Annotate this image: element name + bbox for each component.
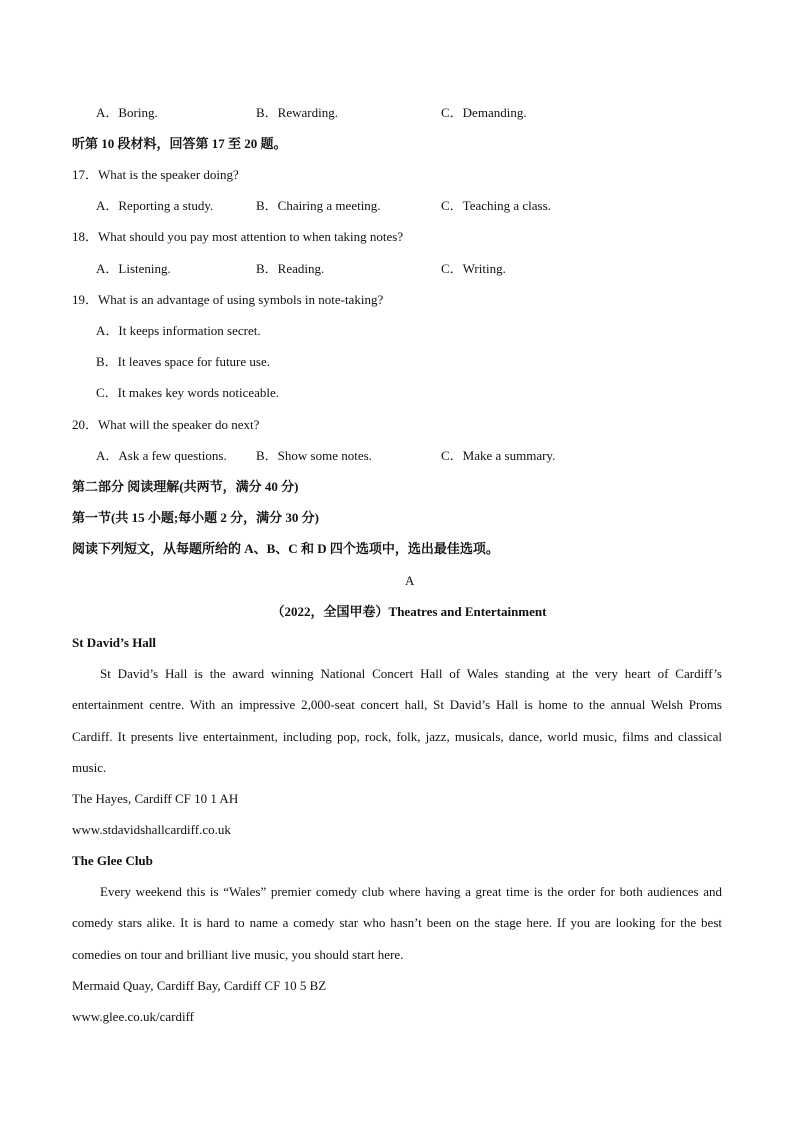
q20-option-a: A．Ask a few questions. — [96, 448, 227, 463]
part2-heading: 第二部分 阅读理解(共两节，满分 40 分) — [72, 479, 299, 494]
venue-description: Every weekend this is “Wales” premier comedy club where having a great time is the order for both audiences and comedy stars alike. It is hard to name a comedy star who hasn’t been on the stage here. If you are looking for the best comedies on tour and brilliant live music, you should start here. — [72, 884, 722, 962]
q18-option-a: A．Listening. — [96, 261, 171, 276]
q19-stem: 19．What is an advantage of using symbols in note-taking? — [72, 292, 384, 307]
q16-option-c: C．Demanding. — [441, 105, 527, 120]
q16-option-b: B．Rewarding. — [256, 105, 338, 120]
venue-address: The Hayes, Cardiff CF 10 1 AH — [72, 791, 239, 806]
venue-address: Mermaid Quay, Cardiff Bay, Cardiff CF 10 5 BZ — [72, 978, 327, 993]
q19-option-c: C．It makes key words noticeable. — [96, 385, 280, 400]
q17-stem: 17．What is the speaker doing? — [72, 167, 239, 182]
venue-name: The Glee Club — [72, 853, 153, 868]
q17-option-c: C．Teaching a class. — [441, 198, 551, 213]
q18-stem: 18．What should you pay most attention to when taking notes? — [72, 229, 404, 244]
passage-letter: A — [405, 573, 415, 588]
q20-option-b: B．Show some notes. — [256, 448, 372, 463]
q20-option-c: C．Make a summary. — [441, 448, 556, 463]
venue-website: www.glee.co.uk/cardiff — [72, 1009, 195, 1024]
q16-option-a: A．Boring. — [96, 105, 158, 120]
q18-option-b: B．Reading. — [256, 261, 325, 276]
q17-option-b: B．Chairing a meeting. — [256, 198, 381, 213]
section1-heading: 第一节(共 15 小题;每小题 2 分，满分 30 分) — [72, 510, 319, 525]
venue-website: www.stdavidshallcardiff.co.uk — [72, 822, 231, 837]
venue-name: St David’s Hall — [72, 635, 157, 650]
q17-option-a: A．Reporting a study. — [96, 198, 214, 213]
section10-heading: 听第 10 段材料，回答第 17 至 20 题。 — [72, 136, 287, 151]
q19-option-b: B．It leaves space for future use. — [96, 354, 270, 369]
q18-option-c: C．Writing. — [441, 261, 506, 276]
q19-option-a: A．It keeps information secret. — [96, 323, 261, 338]
venue-description: St David’s Hall is the award winning National Concert Hall of Wales standing at the very heart of Cardiff’s entertainment centre. With an impressive 2,000-seat concert hall, St David’s Hall is home to the annual Welsh Proms Cardiff. It presents live entertainment, including pop, rock, folk, jazz, musicals, dance, world music, films and classical music. — [72, 666, 722, 775]
passage-title: （2022，全国甲卷）Theatres and Entertainment — [271, 604, 547, 619]
instructions: 阅读下列短文，从每题所给的 A、B、C 和 D 四个选项中，选出最佳选项。 — [72, 541, 499, 556]
q20-stem: 20．What will the speaker do next? — [72, 417, 260, 432]
